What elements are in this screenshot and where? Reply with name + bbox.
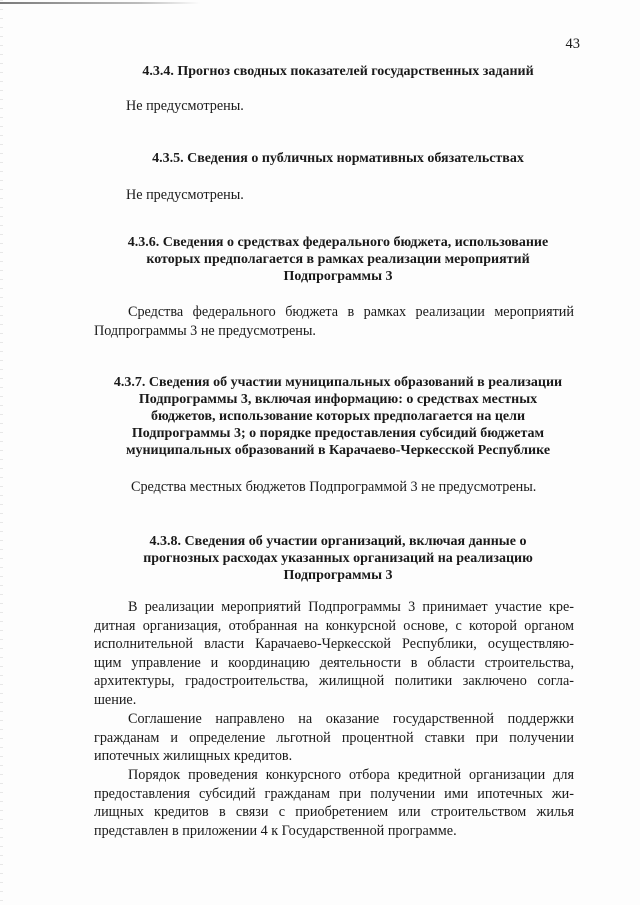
paragraph-line: ипотечных жилищных кредитов.	[94, 748, 293, 765]
heading-line: 4.3.6. Сведения о средствах федерального бюджета, использование	[127, 235, 549, 250]
paragraph-line: дитная организация, отобранная на конкурсной основе, с которой органом	[94, 617, 574, 634]
heading-line: Подпрограммы 3	[283, 269, 393, 284]
paragraph-line: гражданам и определение льготной процентной ставки при получении	[94, 729, 574, 746]
paragraph-line: Порядок проведения конкурсного отбора кредитной организации для	[128, 767, 574, 783]
scan-artifact-top-rule	[0, 2, 200, 4]
scan-artifact-left-edge	[0, 0, 3, 905]
heading-line: муниципальных образований в Карачаево-Черкесской Республике	[125, 443, 551, 458]
heading-line: Подпрограммы 3, включая информацию: о средствах местных	[138, 392, 538, 407]
heading-4-3-7	[98, 374, 578, 459]
paragraph-line: шение.	[94, 691, 137, 708]
heading-4-3-4	[98, 63, 578, 80]
heading-line: 4.3.8. Сведения об участии организаций, включая данные о	[149, 534, 527, 549]
heading-4-3-8	[98, 533, 578, 584]
paragraph-line: Не предусмотрены.	[126, 98, 244, 114]
paragraph-line: Не предусмотрены.	[126, 187, 244, 203]
paragraph-line: лищных кредитов в связи с приобретением или строительством жилья	[94, 804, 574, 821]
heading-line: которых предполагается в рамках реализации мероприятий	[146, 252, 530, 267]
heading-line: прогнозных расходах указанных организаций на реализацию	[143, 551, 533, 566]
heading-line: Подпрограммы 3; о порядке предоставления субсидий бюджетам	[131, 426, 545, 441]
heading-4-3-5	[98, 150, 578, 167]
page-number: 43	[565, 36, 580, 52]
paragraph-procedure	[94, 766, 574, 840]
heading-4-3-6	[98, 234, 578, 285]
heading-line: Подпрограммы 3	[283, 568, 393, 583]
paragraph-line: архитектуры, градостроительства, жилищной политики заключено согла-	[94, 673, 574, 690]
paragraph-line: Средства местных бюджетов Подпрограммой 3 не предусмотрены.	[131, 479, 537, 495]
heading-line: бюджетов, использование которых предполагается на цели	[150, 409, 526, 424]
heading-line: 4.3.7. Сведения об участии муниципальных образований в реализации	[113, 375, 563, 390]
text-4-3-5	[126, 186, 606, 205]
paragraph-line: Средства федерального бюджета в рамках реализации мероприятий	[128, 304, 574, 320]
paragraph-line: представлен в приложении 4 к Государственной программе.	[94, 822, 457, 839]
paragraph-line: В реализации мероприятий Подпрограммы 3 принимает участие кре-	[128, 599, 574, 615]
paragraph-line: щим управление и координацию деятельности в области строительства,	[94, 654, 574, 671]
paragraph-line: Соглашение направлено на оказание государственной поддержки	[128, 711, 574, 727]
heading-line: 4.3.4. Прогноз сводных показателей государственных заданий	[142, 64, 534, 79]
paragraph-participation	[94, 598, 574, 710]
heading-line: 4.3.5. Сведения о публичных нормативных обязательствах	[152, 151, 524, 166]
text-4-3-7	[131, 478, 611, 497]
text-4-3-4	[126, 97, 606, 116]
paragraph-line: исполнительной власти Карачаево-Черкесской Республики, осуществляю-	[94, 636, 574, 653]
paragraph-line: Подпрограммы 3 не предусмотрены.	[94, 322, 316, 339]
text-4-3-6	[94, 303, 574, 340]
paragraph-agreement	[94, 710, 574, 766]
paragraph-line: предоставления субсидий гражданам при получении ими ипотечных жи-	[94, 785, 574, 802]
